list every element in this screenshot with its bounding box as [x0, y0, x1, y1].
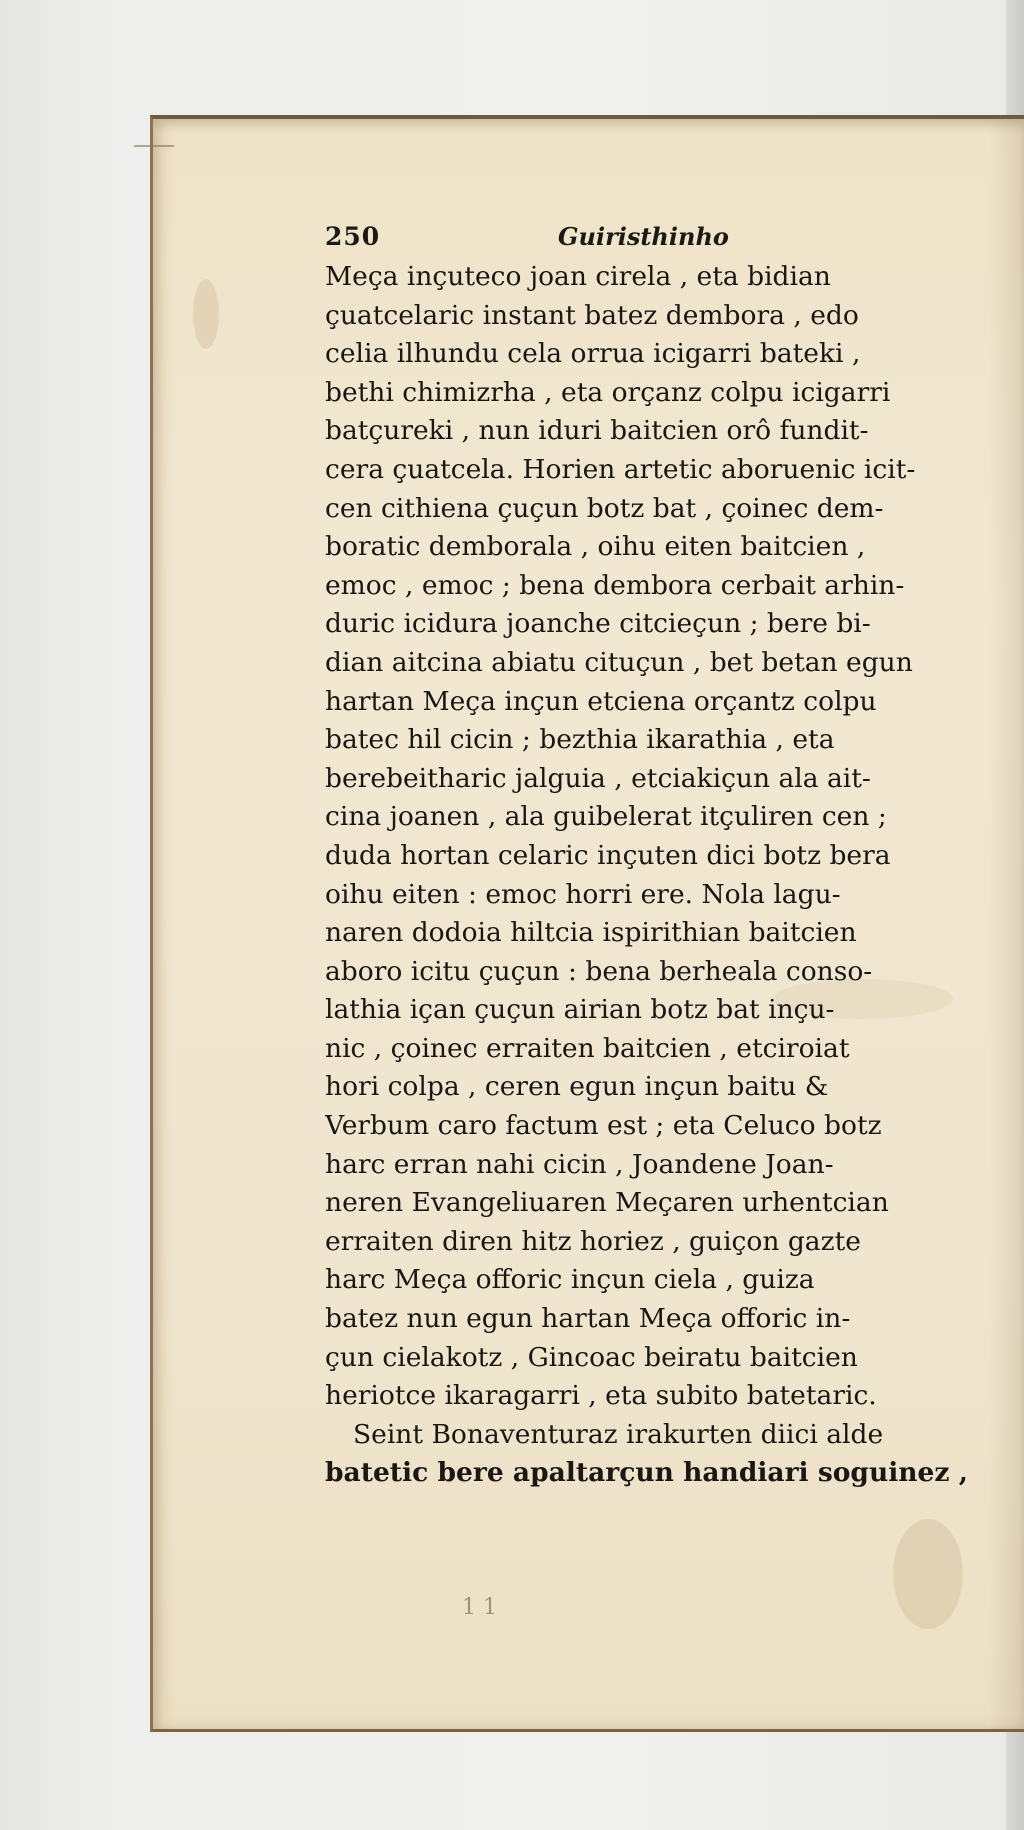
text-line: batez nun egun hartan Meça offoric in-	[325, 1303, 851, 1335]
text-line: çun cielakotz , Gincoac beiratu baitcien	[325, 1341, 858, 1373]
text-line: naren dodoia hiltcia ispirithian baitcien	[325, 917, 857, 949]
text-line: celia ilhundu cela orrua icigarri bateki ,	[325, 338, 861, 370]
text-line: neren Evangeliuaren Meçaren urhentcian	[325, 1187, 889, 1219]
text-line: Meça inçuteco joan cirela , eta bidian	[325, 261, 831, 292]
text-line: duric icidura joanche citcieçun ; bere bi-	[325, 608, 871, 640]
text-line: emoc , emoc ; bena dembora cerbait arhin-	[325, 569, 905, 601]
page-header	[325, 222, 925, 258]
text-line: batec hil cicin ; bezthia ikarathia , eta	[325, 724, 835, 756]
paper-stain	[893, 1519, 963, 1629]
text-line: cera çuatcela. Horien artetic aboruenic icit-	[325, 453, 916, 485]
bottom-mark: 1 1	[462, 1595, 497, 1620]
running-head: Guiristhinho	[558, 222, 729, 251]
text-line: harc Meça offoric inçun ciela , guiza	[325, 1264, 815, 1296]
text-line: Verbum caro factum est ; eta Celuco botz	[325, 1110, 882, 1142]
text-line: batçureki , nun iduri baitcien orô fundit-	[325, 415, 869, 447]
text-line: nic , çoinec erraiten baitcien , etciroiat	[325, 1032, 850, 1064]
paper-stain	[193, 279, 219, 349]
text-line: çuatcelaric instant batez dembora , edo	[325, 299, 859, 331]
text-line: Seint Bonaventuraz irakurten diici alde	[353, 1418, 884, 1450]
text-line: heriotce ikaragarri , eta subito batetaric.	[325, 1380, 877, 1412]
page-number: 250	[325, 222, 381, 251]
text-line: cen cithiena çuçun botz bat , çoinec dem-	[325, 492, 884, 524]
text-line: aboro icitu çuçun : bena berheala conso-	[325, 955, 873, 987]
text-line: batetic bere apaltarçun handiari soguinez ,	[325, 1457, 968, 1489]
text-line: harc erran nahi cicin , Joandene Joan-	[325, 1148, 834, 1180]
text-line: cina joanen , ala guibelerat itçuliren cen ;	[325, 801, 887, 833]
text-line: lathia içan çuçun airian botz bat inçu-	[325, 994, 835, 1026]
text-line: bethi chimizrha , eta orçanz colpu icigarri	[325, 376, 891, 408]
spine-shadow	[987, 119, 1024, 1729]
text-line: duda hortan celaric inçuten dici botz bera	[325, 839, 891, 871]
body-text	[325, 258, 980, 1493]
text-line: erraiten diren hitz horiez , guiçon gazte	[325, 1225, 861, 1257]
text-line: dian aitcina abiatu cituçun , bet betan egun	[325, 646, 913, 678]
text-line: oihu eiten : emoc horri ere. Nola lagu-	[325, 878, 841, 910]
text-line: hartan Meça inçun etciena orçantz colpu	[325, 685, 877, 717]
text-line: berebeitharic jalguia , etciakiçun ala ait-	[325, 762, 871, 794]
text-line: boratic demborala , oihu eiten baitcien ,	[325, 531, 866, 563]
text-line: hori colpa , ceren egun inçun baitu &	[325, 1071, 829, 1103]
